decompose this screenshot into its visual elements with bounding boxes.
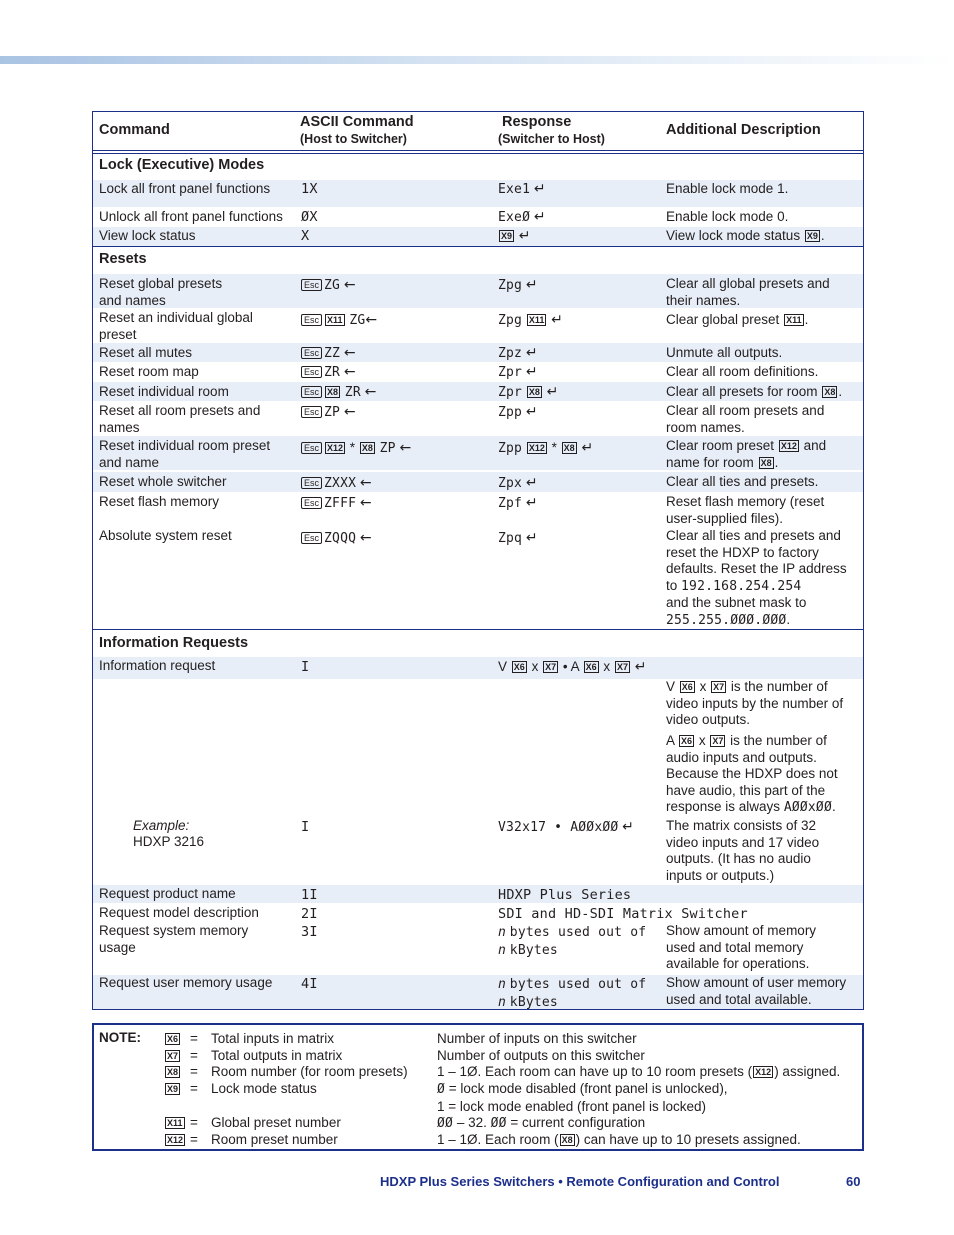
command-table (92, 111, 864, 1010)
header-ascii: ASCII Command (300, 114, 414, 130)
resp-product-name: HDXP Plus Series (498, 887, 632, 903)
note-name: Room preset number (211, 1132, 338, 1147)
enter-icon: ↵ (533, 181, 546, 197)
x7-box: X7 (712, 736, 724, 746)
enter-icon: ↵ (525, 530, 538, 546)
desc-abs-reset: Clear all ties and presets and reset the HDXP to factory defaults. Reset the IP address to 192.168.254.254 and the subnet mask to 255.255.ØØØ.ØØØ. (666, 528, 847, 628)
header-divider (93, 150, 863, 151)
desc-reset-global: Clear all global presets and their names. (666, 276, 830, 308)
enter-icon: ↵ (551, 312, 563, 328)
ascii-example: I (301, 819, 310, 835)
header-response-sub: (Switcher to Host) (498, 132, 605, 146)
x6-box: X6 (167, 1034, 179, 1044)
x8-box: X8 (824, 387, 836, 397)
note-item (164, 1132, 186, 1149)
note-desc: 1 – 1Ø. Each room ( X8 ) can have up to 10 presets assigned. (437, 1132, 801, 1147)
desc-lock-all: Enable lock mode 1. (666, 181, 789, 196)
note-item (164, 1064, 181, 1081)
x9-box: X9 (806, 231, 818, 241)
desc-sys-mem: Show amount of memory used and total memory available for operations. (666, 923, 817, 971)
resp-reset-ind-room-preset: Zpp X12 * X8 ↵ (498, 440, 594, 456)
enter-icon: ↵ (525, 345, 538, 361)
desc-reset-ind-room: Clear all presets for room X8 . (666, 384, 843, 399)
ascii-user-mem: 4I (301, 976, 318, 992)
esc-key-icon: Esc (301, 386, 322, 398)
section-divider (93, 246, 863, 247)
footer-title: HDXP Plus Series Switchers • Remote Configuration and Control (380, 1174, 780, 1189)
esc-key-icon: Esc (301, 314, 322, 326)
note-item (164, 1031, 181, 1048)
esc-key-icon: Esc (301, 477, 322, 489)
resp-reset-ind-room: Zpr X8 ↵ (498, 384, 559, 400)
x12-box: X12 (327, 443, 344, 453)
cmd-reset-flash: Reset flash memory (99, 494, 220, 509)
ascii-unlock-all: ØX (301, 209, 318, 225)
ascii-reset-whole: Esc ZXXX ← (301, 475, 372, 493)
x8-box: X8 (528, 387, 540, 397)
esc-key-icon: Esc (301, 442, 322, 454)
resp-reset-ind-global: Zpg X11 ↵ (498, 312, 563, 328)
note-desc: Number of inputs on this switcher (437, 1031, 637, 1046)
note-eq: = (190, 1132, 198, 1147)
header-description: Additional Description (666, 122, 821, 138)
header-command: Command (99, 122, 170, 138)
note-eq: = (190, 1048, 198, 1063)
enter-icon: ↵ (533, 209, 546, 225)
resp-view-lock (498, 228, 531, 245)
cmd-reset-ind-room-preset: Reset individual room preset and name (99, 438, 271, 470)
desc-example: The matrix consists of 32 video inputs and 17 video outputs. (It has no audio inputs or outputs.) (666, 818, 820, 883)
left-arrow-icon: ← (343, 364, 356, 380)
ascii-reset-room-map: Esc ZR ← (301, 364, 356, 382)
cmd-abs-reset: Absolute system reset (99, 528, 232, 543)
note-item (164, 1081, 181, 1098)
note-eq: = (190, 1081, 198, 1096)
desc-view-lock: View lock mode status X9 . (666, 228, 825, 243)
resp-info-req: V X6 x X7 • A X6 x X7 ↵ (498, 659, 647, 675)
note-name: Room number (for room presets) (211, 1064, 408, 1079)
esc-key-icon: Esc (301, 406, 322, 418)
resp-reset-flash: Zpf ↵ (498, 495, 538, 511)
x12-box: X12 (528, 443, 545, 453)
x8-box: X8 (327, 387, 339, 397)
x8-box: X8 (561, 1135, 573, 1145)
desc-info-video: V X6 x X7 is the number of video inputs by the number of video outputs. (666, 679, 844, 727)
left-arrow-icon: ← (399, 440, 412, 456)
x11-box: X11 (167, 1118, 183, 1128)
note-eq: = (190, 1031, 198, 1046)
x6-box: X6 (681, 736, 693, 746)
esc-key-icon: Esc (301, 366, 322, 378)
note-box (92, 1023, 864, 1151)
enter-icon: ↵ (622, 819, 634, 835)
note-desc: 1 – 1Ø. Each room can have up to 10 room presets ( X12 ) assigned. (437, 1064, 841, 1079)
note-eq: = (190, 1115, 198, 1130)
resp-unlock-all: ExeØ ↵ (498, 209, 546, 225)
x7-box: X7 (167, 1051, 179, 1061)
note-desc: ØØ – 32. ØØ = current configuration (437, 1115, 646, 1131)
esc-key-icon: Esc (301, 347, 322, 359)
resp-reset-room-presets: Zpp ↵ (498, 404, 538, 420)
left-arrow-icon: ← (365, 312, 378, 328)
ascii-reset-mutes: Esc ZZ ← (301, 345, 356, 363)
ascii-reset-ind-global: Esc X11 ZG← (301, 312, 377, 330)
x8-box: X8 (760, 457, 772, 468)
ascii-view-lock: X (301, 228, 310, 244)
resp-sys-mem: n bytes used out of n kBytes (498, 925, 647, 958)
desc-reset-whole: Clear all ties and presets. (666, 474, 819, 489)
enter-icon: ↵ (581, 440, 594, 456)
resp-model-desc: SDI and HD-SDI Matrix Switcher (498, 906, 748, 922)
left-arrow-icon: ← (343, 345, 356, 361)
ascii-product-name: 1I (301, 887, 318, 903)
example-model: HDXP 3216 (133, 834, 205, 849)
left-arrow-icon: ← (343, 404, 356, 420)
enter-icon: ↵ (525, 364, 538, 380)
ascii-reset-ind-room: Esc X8 ZR ← (301, 384, 376, 402)
ascii-reset-flash: Esc ZFFF ← (301, 495, 372, 513)
ascii-reset-room-presets: Esc ZP ← (301, 404, 356, 422)
resp-reset-room-map: Zpr ↵ (498, 364, 538, 380)
note-item (164, 1115, 186, 1132)
desc-unlock-all: Enable lock mode 0. (666, 209, 789, 224)
x6-box: X6 (585, 662, 597, 672)
desc-reset-room-map: Clear all room definitions. (666, 364, 819, 379)
note-name: Lock mode status (211, 1081, 317, 1096)
example-label: Example: (133, 818, 190, 833)
resp-abs-reset: Zpq ↵ (498, 530, 538, 546)
x8-box: X8 (167, 1067, 179, 1077)
note-name: Total inputs in matrix (211, 1031, 335, 1046)
cmd-reset-ind-global: Reset an individual global preset (99, 310, 253, 342)
cmd-reset-ind-room: Reset individual room (99, 384, 229, 399)
cmd-reset-whole: Reset whole switcher (99, 474, 227, 489)
resp-reset-whole: Zpx ↵ (498, 475, 538, 491)
cmd-product-name: Request product name (99, 886, 236, 901)
note-desc: Ø = lock mode disabled (front panel is unlocked), 1 = lock mode enabled (front panel is locked) (437, 1081, 728, 1114)
left-arrow-icon: ← (359, 495, 372, 511)
left-arrow-icon: ← (359, 530, 372, 546)
cmd-info-req: Information request (99, 658, 216, 673)
x8-box: X8 (361, 443, 373, 453)
section-divider (93, 629, 863, 630)
desc-reset-ind-room-preset: Clear room preset X12 and name for room X8 . (666, 438, 827, 470)
x7-box: X7 (545, 662, 557, 672)
ascii-info-req: I (301, 659, 310, 675)
x12-box: X12 (167, 1135, 184, 1145)
esc-key-icon: Esc (301, 497, 322, 509)
x11-box: X11 (786, 315, 802, 325)
desc-info-audio: A X6 x X7 is the number of audio inputs and outputs. Because the HDXP does not have audio, this part of the response is always AØØxØØ. (666, 733, 838, 815)
cmd-model-desc: Request model description (99, 905, 259, 920)
header-ascii-sub: (Host to Switcher) (300, 132, 407, 146)
ascii-reset-ind-room-preset: Esc X12 * X8 ZP ← (301, 440, 411, 458)
x7-box: X7 (616, 662, 628, 672)
x11-box: X11 (528, 315, 545, 325)
enter-icon: ↵ (546, 384, 559, 400)
ascii-lock-all: 1X (301, 181, 318, 197)
note-item (164, 1048, 181, 1065)
enter-icon: ↵ (634, 659, 647, 675)
x6-box: X6 (513, 662, 525, 672)
resp-reset-mutes: Zpz ↵ (498, 345, 538, 361)
enter-icon: ↵ (525, 495, 538, 511)
cmd-sys-mem: Request system memory usage (99, 923, 249, 955)
x11-box: X11 (327, 315, 343, 325)
note-name: Total outputs in matrix (211, 1048, 343, 1063)
desc-user-mem: Show amount of user memory used and total available. (666, 975, 847, 1007)
note-desc: Number of outputs on this switcher (437, 1048, 645, 1063)
left-arrow-icon: ← (364, 384, 377, 400)
enter-icon: ↵ (518, 228, 531, 244)
enter-icon: ↵ (525, 475, 538, 491)
cmd-reset-mutes: Reset all mutes (99, 345, 193, 360)
cmd-unlock-all: Unlock all front panel functions (99, 209, 283, 224)
cmd-reset-global: Reset global presets and names (99, 276, 223, 308)
ascii-model-desc: 2I (301, 906, 318, 922)
note-name: Global preset number (211, 1115, 341, 1130)
desc-reset-room-presets: Clear all room presets and room names. (666, 403, 825, 435)
resp-example: V32x17 • AØØxØØ ↵ (498, 819, 634, 835)
header-divider-2 (93, 153, 863, 154)
enter-icon: ↵ (525, 404, 538, 420)
ascii-sys-mem: 3I (301, 924, 318, 940)
x12-box: X12 (780, 441, 797, 451)
note-label: NOTE: (99, 1030, 141, 1045)
x9-box: X9 (501, 231, 513, 241)
section-resets: Resets (99, 251, 147, 267)
resp-reset-global: Zpg ↵ (498, 277, 538, 293)
section-lock: Lock (Executive) Modes (99, 157, 265, 173)
resp-user-mem: n bytes used out of n kBytes (498, 977, 647, 1010)
x7-box: X7 (713, 682, 725, 692)
top-accent-bar (0, 56, 954, 64)
desc-reset-ind-global: Clear global preset X11 . (666, 312, 809, 327)
cmd-reset-room-presets: Reset all room presets and names (99, 403, 261, 435)
ascii-reset-global: Esc ZG ← (301, 277, 356, 295)
enter-icon: ↵ (525, 277, 538, 293)
ascii-abs-reset: Esc ZQQQ ← (301, 530, 372, 548)
x8-box: X8 (563, 443, 575, 453)
section-info: Information Requests (99, 635, 249, 651)
cmd-lock-all: Lock all front panel functions (99, 181, 271, 196)
x12-box: X12 (755, 1067, 772, 1077)
resp-lock-all: Exe1 ↵ (498, 181, 546, 197)
x9-box: X9 (167, 1084, 179, 1094)
header-response: Response (502, 114, 572, 130)
desc-reset-flash: Reset flash memory (reset user-supplied files). (666, 494, 825, 526)
esc-key-icon: Esc (301, 532, 322, 544)
note-eq: = (190, 1064, 198, 1079)
cmd-view-lock: View lock status (99, 228, 196, 243)
x6-box: X6 (681, 682, 693, 692)
esc-key-icon: Esc (301, 279, 322, 291)
cmd-user-mem: Request user memory usage (99, 975, 273, 990)
desc-reset-mutes: Unmute all outputs. (666, 345, 783, 360)
page-number: 60 (846, 1174, 861, 1189)
cmd-reset-room-map: Reset room map (99, 364, 199, 379)
left-arrow-icon: ← (359, 475, 372, 491)
left-arrow-icon: ← (343, 277, 356, 293)
